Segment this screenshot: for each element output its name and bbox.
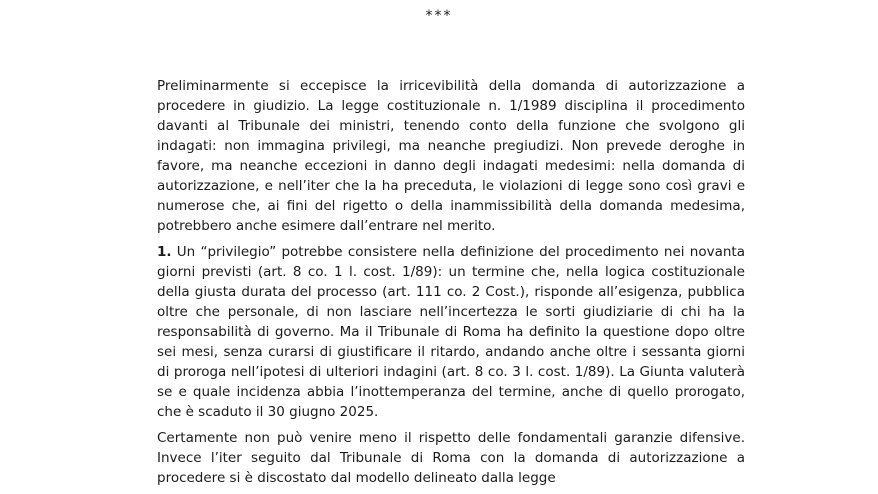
paragraph — [157, 76, 745, 236]
section-separator: *** — [425, 8, 453, 24]
paragraph-text: Certamente non può venire meno il rispetto delle fondamentali garanzie difensive. Invece l’iter seguito dal Tribunale di Roma con la domanda di autorizzazione a procedere si è discostato dal modello delineato dalla legge — [157, 430, 745, 486]
paragraph-number: 1. — [157, 244, 172, 260]
text-column — [157, 76, 745, 494]
paragraph-text: Preliminarmente si eccepisce la irricevibilità della domanda di autorizzazione a procedere in giudizio. La legge costituzionale n. 1/1989 disciplina il procedimento davanti al Tribunale dei ministri, tenendo conto della funzione che svolgono gli indagati: non immagina privilegi, ma neanche pregiudizi. Non prevede deroghe in favore, ma neanche eccezioni in danno degli indagati medesimi: nella domanda di autorizzazione, e nell’iter che la ha preceduta, le violazioni di legge sono così gravi e numerose che, ai fini del rigetto o della inammissibilità della domanda medesima, potrebbero anche esimere dall’entrare nel merito. — [157, 78, 745, 234]
paragraph-text: Un “privilegio” potrebbe consistere nella definizione del procedimento nei novanta giorni previsti (art. 8 co. 1 l. cost. 1/89): un termine che, nella logica costituzionale della giusta durata del processo (art. 111 co. 2 Cost.), risponde all’esigenza, pubblica oltre che personale, di non lasciare nell’incertezza le sorti giudiziarie di chi ha la responsabilità di governo. Ma il Tribunale di Roma ha definito la questione dopo oltre sei mesi, senza curarsi di giustificare il ritardo, andando anche oltre i sessanta giorni di proroga nell’ipotesi di ulteriori indagini (art. 8 co. 3 l. cost. 1/89). La Giunta valuterà se e quale incidenza abbia l’inottemperanza del termine, anche di quello prorogato, che è scaduto il 30 giugno 2025. — [157, 244, 745, 420]
paragraph — [157, 428, 745, 488]
paragraph — [157, 242, 745, 422]
